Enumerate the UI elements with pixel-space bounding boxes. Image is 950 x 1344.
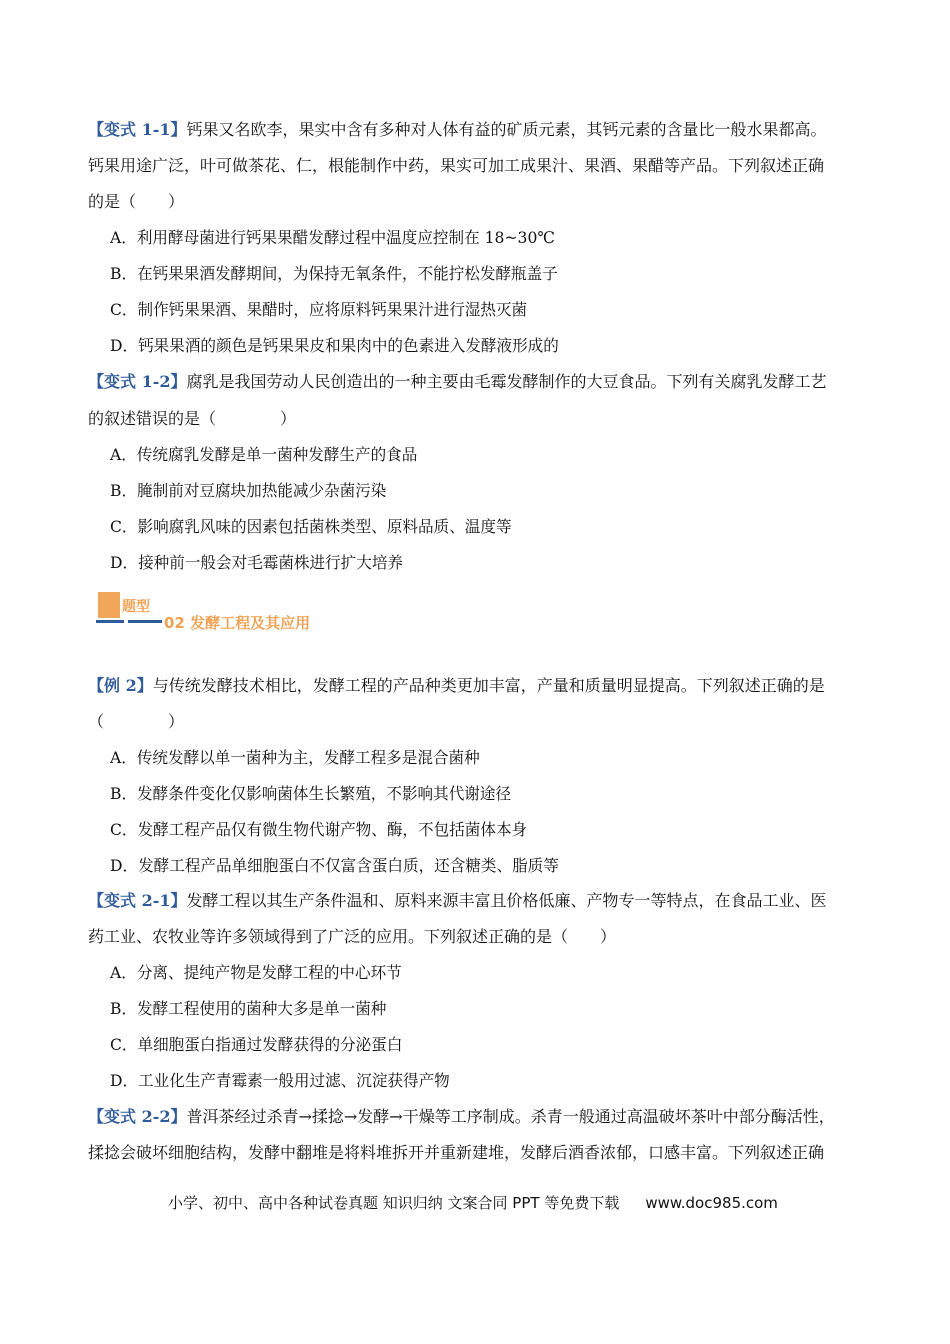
option-c: C．制作钙果果酒、果醋时，应将原料钙果果汁进行湿热灭菌	[110, 300, 528, 319]
option-a: A．分离、提纯产物是发酵工程的中心环节	[110, 963, 402, 982]
option-b: B．腌制前对豆腐块加热能减少杂菌污染	[110, 481, 387, 500]
option-d: D．工业化生产青霉素一般用过滤、沉淀获得产物	[110, 1071, 450, 1090]
footer-link[interactable]: www.doc985.com	[645, 1194, 778, 1212]
question-text: 钙果又名欧李，果实中含有多种对人体有益的矿质元素，其钙元素的含量比一般水果都高。	[186, 120, 827, 139]
question-v11-line2: 钙果用途广泛，叶可做茶花、仁，根能制作中药，果实可加工成果汁、果酒、果醋等产品。下列叙述正确	[88, 156, 825, 175]
option-b: B．发酵工程使用的菌种大多是单一菌种	[110, 999, 387, 1018]
question-ex2-line1	[88, 676, 868, 696]
option-d: D．钙果果酒的颜色是钙果果皮和果肉中的色素进入发酵液形成的	[110, 336, 559, 355]
question-tag: 【例 2】	[88, 676, 153, 695]
option-b: B．在钙果果酒发酵期间，为保持无氧条件，不能拧松发酵瓶盖子	[110, 264, 558, 283]
section-underline	[96, 620, 124, 623]
question-tag: 【变式 1-2】	[88, 372, 187, 391]
option-c: C．发酵工程产品仅有微生物代谢产物、酶，不包括菌体本身	[110, 820, 528, 839]
question-v22-line1	[88, 1107, 868, 1127]
page-footer	[168, 1192, 778, 1213]
question-v21-line1	[88, 891, 868, 911]
question-text: 普洱茶经过杀青→揉捻→发酵→干燥等工序制成。杀青一般通过高温破坏茶叶中部分酶活性，	[186, 1107, 835, 1126]
question-text: 与传统发酵技术相比，发酵工程的产品种类更加丰富，产量和质量明显提高。下列叙述正确的是	[152, 676, 825, 695]
section-underline	[128, 620, 162, 623]
question-ex2-line2: （ ）	[88, 712, 185, 731]
question-text: 发酵工程以其生产条件温和、原料来源丰富且价格低廉、产物专一等特点，在食品工业、医	[186, 891, 827, 910]
option-d: D．发酵工程产品单细胞蛋白不仅富含蛋白质，还含糖类、脂质等	[110, 856, 559, 875]
question-tag: 【变式 2-1】	[88, 891, 187, 910]
question-text: 腐乳是我国劳动人民创造出的一种主要由毛霉发酵制作的大豆食品。下列有关腐乳发酵工艺	[186, 372, 827, 391]
section-label: 题型	[122, 599, 150, 615]
section-title: 02 发酵工程及其应用	[164, 614, 311, 632]
question-v22-line2: 揉捻会破坏细胞结构，发酵中翻堆是将料堆拆开并重新建堆，发酵后酒香浓郁，口感丰富。下列叙述正确	[88, 1143, 825, 1162]
question-v21-line2: 药工业、农牧业等许多领域得到了广泛的应用。下列叙述正确的是（ ）	[88, 927, 617, 946]
option-c: C．单细胞蛋白指通过发酵获得的分泌蛋白	[110, 1035, 403, 1054]
question-v12-line2: 的叙述错误的是（ ）	[88, 409, 297, 428]
question-tag: 【变式 1-1】	[88, 120, 187, 139]
question-v12-line1	[88, 372, 868, 392]
question-v11-line3: 的是（ ）	[88, 192, 185, 211]
section-square-icon	[98, 592, 120, 618]
section-header	[96, 592, 416, 636]
question-v11-line1	[88, 120, 868, 140]
option-c: C．影响腐乳风味的因素包括菌株类型、原料品质、温度等	[110, 517, 512, 536]
option-a: A．传统腐乳发酵是单一菌种发酵生产的食品	[110, 445, 418, 464]
option-d: D．接种前一般会对毛霉菌株进行扩大培养	[110, 553, 404, 572]
option-a: A．利用酵母菌进行钙果果醋发酵过程中温度应控制在 18~30℃	[110, 228, 555, 247]
question-tag: 【变式 2-2】	[88, 1107, 187, 1126]
option-b: B．发酵条件变化仅影响菌体生长繁殖，不影响其代谢途径	[110, 784, 512, 803]
option-a: A．传统发酵以单一菌种为主，发酵工程多是混合菌种	[110, 748, 480, 767]
footer-text: 小学、初中、高中各种试卷真题 知识归纳 文案合同 PPT 等免费下载	[168, 1194, 620, 1212]
